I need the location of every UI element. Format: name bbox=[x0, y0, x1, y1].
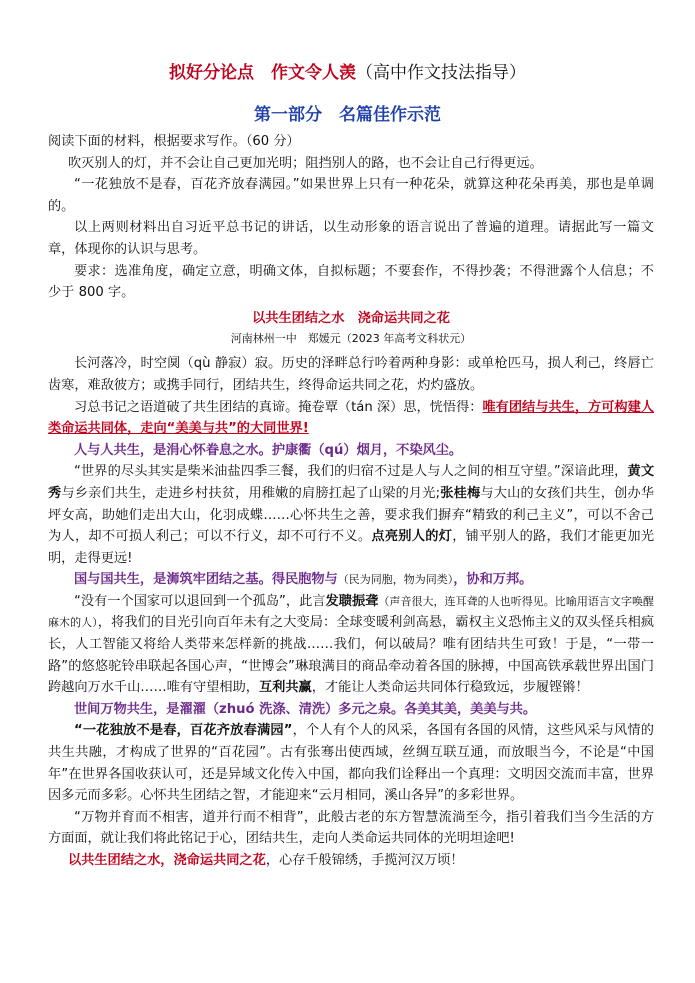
para5-quote: “一花独放不是春，百花齐放春满园” bbox=[74, 723, 293, 739]
document-title bbox=[0, 58, 695, 83]
title-suffix: （高中作文技法指导） bbox=[356, 63, 526, 83]
sub-point-1-tail: 护康衢（qú）烟月，不染风尘。 bbox=[271, 442, 463, 458]
para2-text: 习总书记之语道破了共生团结的真谛。掩卷覃（tán 深）思，恍悟得： bbox=[74, 399, 483, 415]
conclusion-text: ，心存千般锦绣，手揽河汉万顷！ bbox=[265, 853, 464, 868]
essay-paragraph-2 bbox=[48, 397, 654, 440]
para4-idiom: 发聩振聋 bbox=[325, 593, 379, 609]
para4-text-f: ，才能让人类命运共同体行稳致远，步履铿锵！ bbox=[311, 680, 589, 696]
sub-point-2-claim: 国与国共生，是浉筑牢团结之基。 bbox=[74, 572, 272, 588]
section-heading: 第一部分 名篇佳作示范 bbox=[254, 105, 441, 125]
title-main: 拟好分论点 作文令人羡 bbox=[169, 63, 356, 83]
essay-paragraph-1: 长河落冷，时空阒（qù 静寂）寂。历史的泽畔总行吟着两种身影：或单枪匹马，损人利己，终唇亡齿寒，难敌彼方；或携手同行，团结共生，终得命运共同之花，灼灼盛放。 bbox=[48, 356, 654, 393]
para3-name-2: 张桂梅 bbox=[440, 485, 481, 501]
essay-paragraph-4 bbox=[48, 591, 654, 699]
essay-paragraph-6: “万物并育而不相害，道并行而不相背”，此般古老的东方智慧流淌至今，指引着我们当今生活的方方面面，就让我们将此铭记于心，团结共生，走向人类命运共同体的光明坦途吧! bbox=[48, 809, 654, 847]
prompt-material-2: “一花独放不是春，百花齐放春满园。”如果世界上只有一种花朵，就算这种花朵再美，那也是单调的。 bbox=[48, 177, 654, 214]
prompt-task: 以上两则材料出自习近平总书记的讲话，以生动形象的语言说出了普遍的道理。请据此写一篇文章，体现你的认识与思考。 bbox=[48, 220, 654, 257]
conclusion-emphasis: 以共生团结之水，浇命运共同之花 bbox=[68, 853, 266, 868]
essay-conclusion bbox=[48, 850, 654, 872]
essay-paragraph-5 bbox=[48, 720, 654, 806]
prompt-instruction: 阅读下面的材料，根据要求写作。（60 分） bbox=[48, 134, 300, 149]
sub-point-1 bbox=[48, 440, 654, 462]
para5-text: ，个人有个人的风采，各国有各国的风情，这些风采与风情的共生共融，才构成了世界的“百花园”。古有张骞出使西域，丝绸互联互通，而放眼当今，不论是“中国年”在世界各国收获认可，还是异域文化传入中国，都向我们诠释出一个真理：文明因交流而丰富，世界因多元而多彩。心怀共生团结之智，才能迎来“云月相同，溪山各异”的多彩世界。 bbox=[48, 723, 654, 804]
document-body bbox=[48, 131, 654, 872]
sub-point-1-claim: 人与人共生，是涓心怀眷息之水。 bbox=[74, 442, 272, 458]
sub-point-2-gloss: （民为同胞，物为同类） bbox=[337, 573, 454, 587]
thesis-statement: 唯有团结与共生，方可构建人类命运共同体，走向“美美与共”的大同世界! bbox=[48, 399, 654, 437]
sub-point-3-tail: 各美其美，美美与共。 bbox=[404, 701, 537, 717]
para3-emphasis: 点亮别人的灯 bbox=[371, 529, 453, 545]
sub-point-3 bbox=[48, 699, 654, 721]
sub-point-3-claim: 世间万物共生，是濯濯（zhuó 洗涤、清洗）多元之泉。 bbox=[74, 701, 405, 717]
sub-point-2-tail: ，协和万邦。 bbox=[453, 572, 533, 588]
sub-point-2-phrase: 得民胞物与 bbox=[271, 572, 338, 588]
para4-emphasis: 互利共赢 bbox=[259, 680, 312, 696]
essay-author: 河南林州一中 郑媛元（2023 年高考文科状元） bbox=[230, 332, 472, 346]
para4-text-a: “没有一个国家可以退回到一个孤岛”，此言 bbox=[74, 593, 326, 609]
prompt-material-1: 吹灭别人的灯，并不会让自己更加光明；阻挡别人的路，也不会让自己行得更远。 bbox=[68, 155, 543, 171]
essay-paragraph-3 bbox=[48, 461, 654, 569]
prompt-requirements: 要求：选准角度，确定立意，明确文体，自拟标题；不要套作，不得抄袭；不得泄露个人信息；不少于 800 字。 bbox=[48, 263, 654, 301]
para3-text-g: ，铺平别人的路，我们才能更加光明，走得更远! bbox=[48, 529, 655, 566]
para3-name-1: 黄文秀 bbox=[48, 464, 655, 501]
para4-gloss: （声音很大，连耳聋的人也听得见。比喻用语言文字唤醒麻木的人） bbox=[48, 594, 655, 630]
para3-text-e: 与大山的女孩们共生，创办华坪女高，助她们走出大山，化羽成蝶……心怀共生之善，要求我们摒弃“精致的利己主义”，可以不舍己为人，却不可损人利己；可以不行义，却不可行不义。 bbox=[48, 485, 655, 545]
sub-point-2 bbox=[48, 569, 654, 591]
para4-text-d: ，将我们的目光引向百年未有之大变局：全球变暖利剑高悬，霸权主义恐怖主义的双头怪兵相疯长，人工智能又将给人类带来怎样新的挑战……我们，何以破局？唯有团结共生可致！于是，“一带一路”的悠悠驼铃串联起各国心声，“世博会”琳琅满目的商品牵动着各国的脉搏，中国高铁承载世界出国门跨越向万水千山……唯有守望相助， bbox=[48, 615, 655, 696]
essay-title: 以共生团结之水 浇命运共同之花 bbox=[252, 310, 450, 326]
para3-text-a: “世界的尽头其实是柴米油盐四季三餐，我们的归宿不过是人与人之间的相互守望。”深谙此理， bbox=[74, 464, 628, 480]
para3-text-c: 与乡亲们共生，走进乡村扶贫，用稚嫩的肩膀扛起了山梁的月光; bbox=[61, 485, 441, 501]
